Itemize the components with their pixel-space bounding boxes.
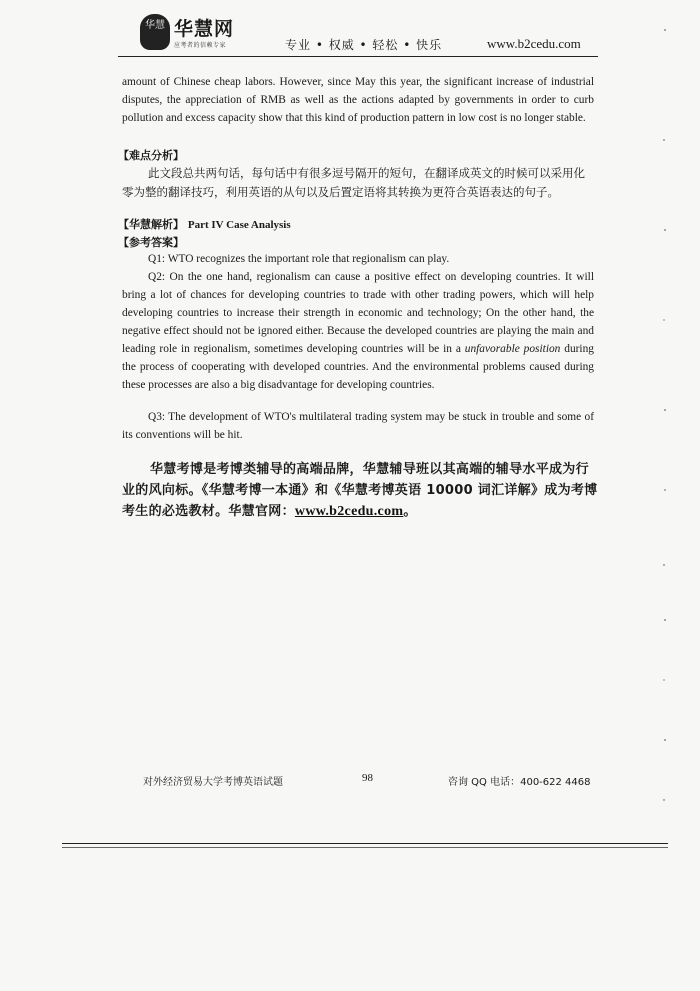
footer-left: 对外经济贸易大学考博英语试题 [143,777,283,788]
analysis-heading [118,216,291,232]
answer-q2-italic: unfavorable position [464,343,561,355]
promo-website-link[interactable]: www.b2cedu.com [294,504,404,519]
analysis-heading-en: Part IV Case Analysis [187,219,291,231]
promo-end: 。 [403,504,417,519]
page-number: 98 [362,772,373,784]
promo-paragraph [122,459,602,522]
answer-heading: 【参考答案】 [118,236,184,249]
answer-q3: Q3: The development of WTO's multilateral trading system may be stuck in trouble and some of its conventions will be hit. [122,411,594,441]
footer-rule-thin [62,847,668,848]
header-slogan: 专业 • 权威 • 轻松 • 快乐 [285,38,443,52]
footer-right: 咨询 QQ 电话：400-622 4468 [448,777,591,788]
answer-q1: Q1: WTO recognizes the important role that regionalism can play. [148,253,450,265]
footer-rule [62,843,668,844]
analysis-heading-cn: 【华慧解析】 [118,218,184,231]
intro-paragraph: amount of Chinese cheap labors. However, since May this year, the significant increase of industrial disputes, the appreciation of RMB as well as the actions adapted by governments in order to curb pollution and excess capacity show that this kind of production pattern in low cost is no longer stable. [122,76,594,124]
difficulty-heading: 【难点分析】 [118,149,184,162]
answer-q2-part1: Q2: On the one hand, regionalism can cause a positive effect on developing countries. It will bring a lot of chances for developing countries to trade with other trading powers, which will help developing countries to increase their strength in economic and technology; On the other hand, the negative effect should not be ignored either. Because the developed countries are playing the main and leading role in regionalism, sometimes developing countries will be in a [122,271,594,355]
header-website: www.b2cedu.com [487,36,581,51]
difficulty-text: 此文段总共两句话，每句话中有很多逗号隔开的短句，在翻译成英文的时候可以采用化零为整的翻译技巧，利用英语的从句以及后置定语将其转换为更符合英语表达的句子。 [122,166,585,199]
logo-name: 华慧网 [174,18,235,40]
header-rule [118,56,598,57]
promo-text: 华慧考博是考博类辅导的高端品牌，华慧辅导班以其高端的辅导水平成为行业的风向标。《华慧考博一本通》和《华慧考博英语 10000 词汇详解》成为考博考生的必选教材。华慧官网： [122,462,598,519]
answer-q2-part2: during the process of cooperating with developed countries. And the environmental problems caused during these processes are also a big disadvantage for developing countries. [122,343,594,391]
answer-q2 [122,268,594,394]
brand-logo [140,14,260,54]
logo-badge-icon: 华慧 [140,14,170,50]
logo-tagline: 应考者的信赖专家 [174,42,227,49]
scan-margin-speckles [662,20,668,820]
